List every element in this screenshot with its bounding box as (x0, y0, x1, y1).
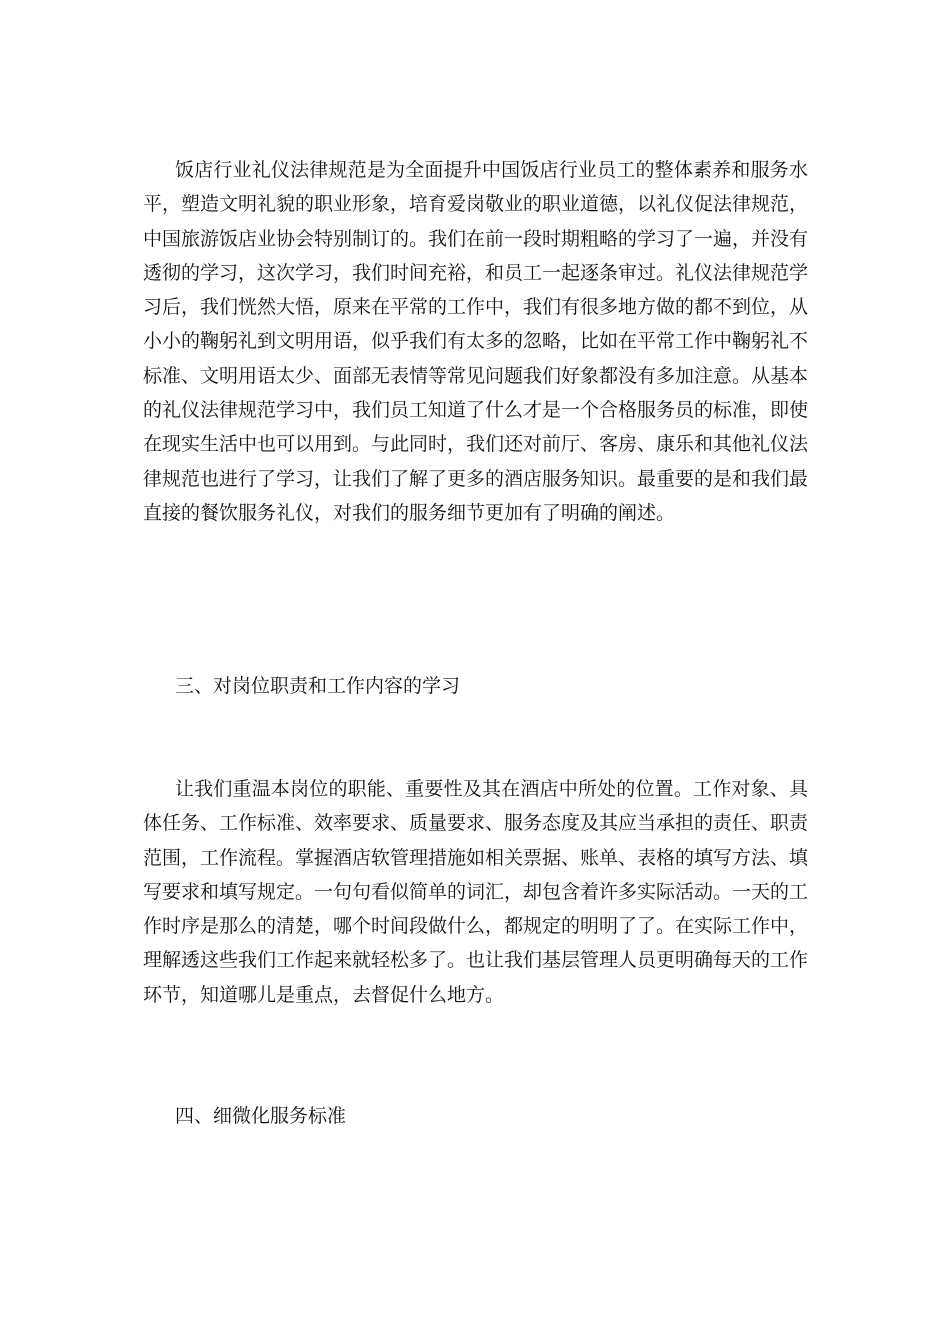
section-heading-4: 四、细微化服务标准 (175, 1105, 347, 1127)
section-heading-3: 三、对岗位职责和工作内容的学习 (175, 675, 461, 697)
paragraph-etiquette-standards: 饭店行业礼仪法律规范是为全面提升中国饭店行业员工的整体素养和服务水平，塑造文明礼貌的职业形象，培育爱岗敬业的职业道德，以礼仪促法律规范，中国旅游饭店业协会特别制订的。我们在前一段时期粗略的学习了一遍，并没有透彻的学习，这次学习，我们时间充裕，和员工一起逐条审过。礼仪法律规范学习后，我们恍然大悟，原来在平常的工作中，我们有很多地方做的都不到位，从小小的鞠躬礼到文明用语，似乎我们有太多的忽略，比如在平常工作中鞠躬礼不标准、文明用语太少、面部无表情等常见问题我们好象都没有多加注意。从基本的礼仪法律规范学习中，我们员工知道了什么才是一个合格服务员的标准，即使在现实生活中也可以用到。与此同时，我们还对前厅、客房、康乐和其他礼仪法律规范也进行了学习，让我们了解了更多的酒店服务知识。最重要的是和我们最直接的餐饮服务礼仪，对我们的服务细节更加有了明确的阐述。 (143, 159, 809, 524)
paragraph-job-duties: 让我们重温本岗位的职能、重要性及其在酒店中所处的位置。工作对象、具体任务、工作标准、效率要求、质量要求、服务态度及其应当承担的责任、职责范围，工作流程。掌握酒店软管理措施如相关票据、账单、表格的填写方法、填写要求和填写规定。一句句看似简单的词汇，却包含着许多实际活动。一天的工作时序是那么的清楚，哪个时间段做什么，都规定的明明了了。在实际工作中，理解透这些我们工作起来就轻松多了。也让我们基层管理人员更明确每天的工作环节，知道哪儿是重点，去督促什么地方。 (143, 778, 809, 1006)
